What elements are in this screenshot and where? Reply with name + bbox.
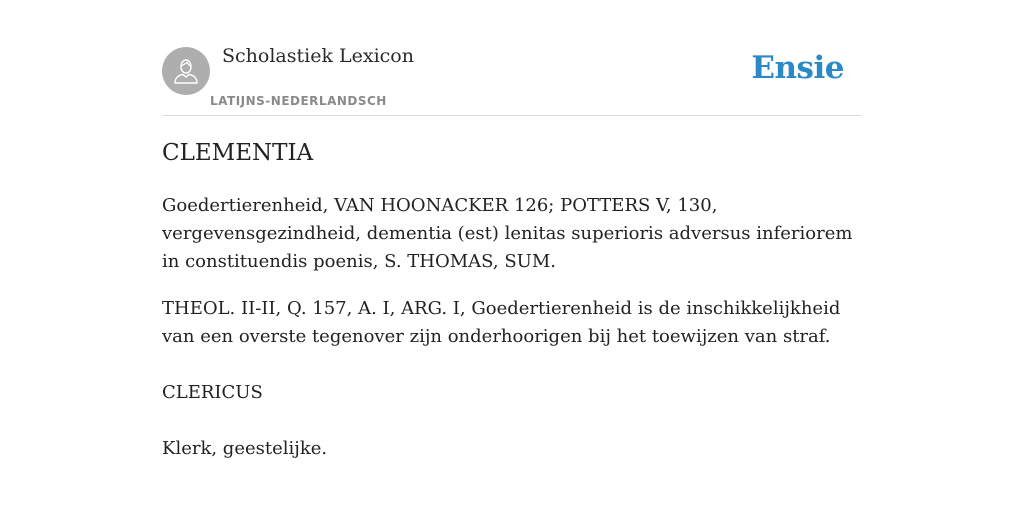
user-silhouette-icon — [171, 56, 201, 86]
entry-content — [162, 192, 862, 463]
entry-paragraph: Goedertierenheid, VAN HOONACKER 126; POTTERS V, 130, vergevensgezindheid, dementia (est) lenitas superioris adversus inferiorem in constituendis poenis, S. THOMAS, SUM. — [162, 195, 853, 272]
entry-paragraph: THEOL. II-II, Q. 157, A. I, ARG. I, Goedertierenheid is de inschikkelijkheid van een overste tegenover zijn onderhoorigen bij het toewijzen van straf. — [162, 298, 841, 347]
entry-paragraph: Klerk, geestelijke. — [162, 438, 328, 459]
book-title[interactable]: Scholastiek Lexicon — [222, 45, 414, 67]
entry-paragraph: CLERICUS — [162, 382, 263, 403]
entry-title: CLEMENTIA — [162, 140, 314, 166]
ensie-logo[interactable]: Ensie — [751, 50, 844, 86]
avatar[interactable] — [162, 47, 210, 95]
book-subtitle: LATIJNS-NEDERLANDSCH — [210, 94, 387, 108]
book-header — [162, 0, 862, 116]
page-container — [162, 0, 862, 459]
